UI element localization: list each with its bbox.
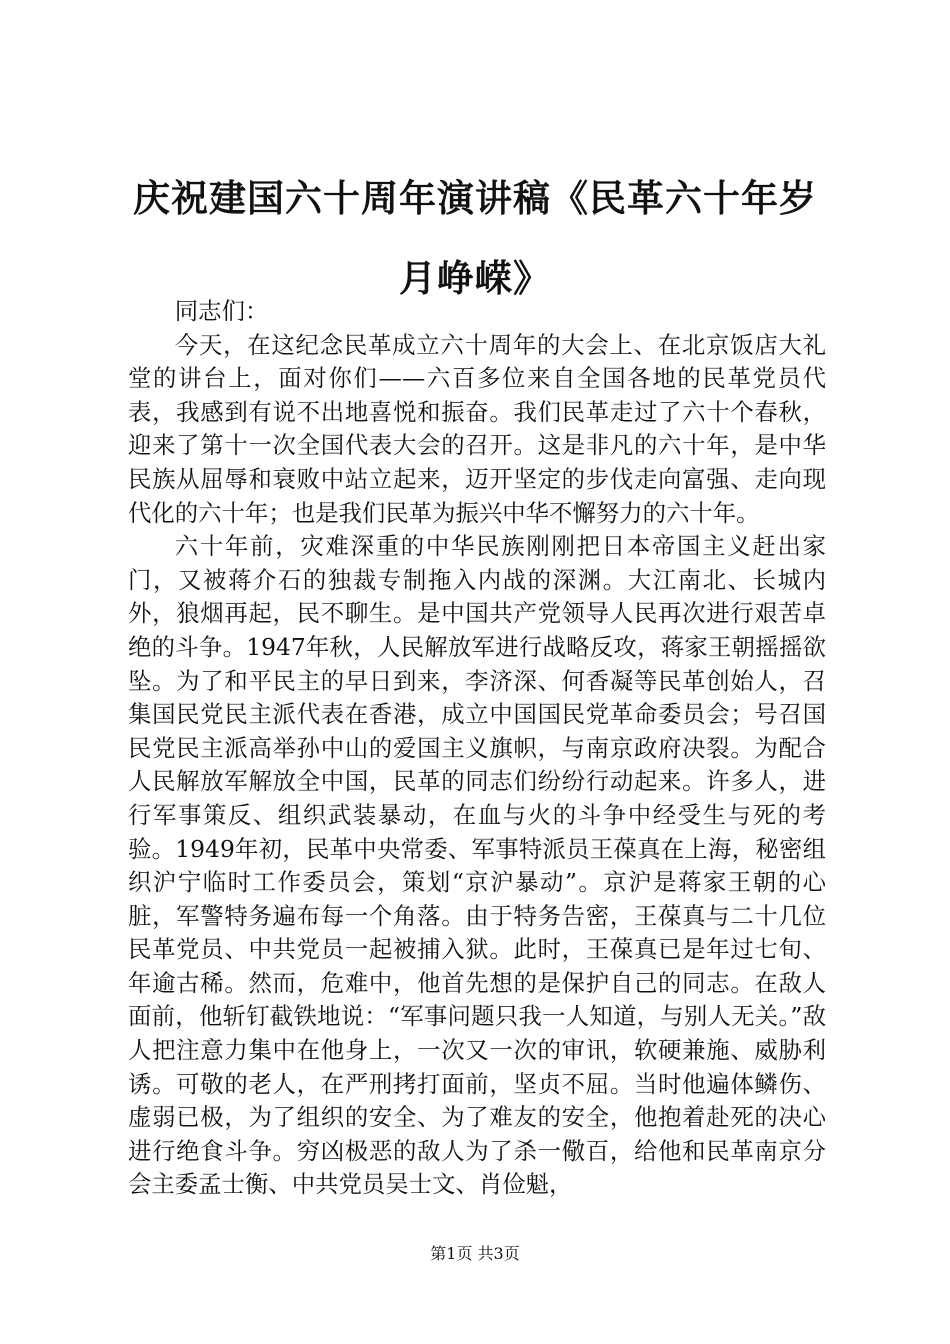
paragraph-1: 今天，在这纪念民革成立六十周年的大会上、在北京饭店大礼堂的讲台上，面对你们——六百多位来自全国各地的民革党员代表，我感到有说不出地喜悦和振奋。我们民革走过了六十个春秋，迎来了第十一次全国代表大会的召开。这是非凡的六十年，是中华民族从屈辱和衰败中站立起来，迈开坚定的步伐走向富强、走向现代化的六十年；也是我们民革为振兴中华不懈努力的六十年。 [128,330,826,527]
document-title: 庆祝建国六十周年演讲稿《民革六十年岁月峥嵘》 [133,176,817,300]
document-body [128,295,826,1202]
salutation: 同志们： [174,297,269,325]
page-footer: 第1页 共3页 [430,1244,520,1263]
paragraph-2: 六十年前，灾难深重的中华民族刚刚把日本帝国主义赶出家门，又被蒋介石的独裁专制拖入内战的深渊。大江南北、长城内外，狼烟再起，民不聊生。是中国共产党领导人民再次进行艰苦卓绝的斗争。1947年秋，人民解放军进行战略反攻，蒋家王朝摇摇欲坠。为了和平民主的早日到来，李济深、何香凝等民革创始人，召集国民党民主派代表在香港，成立中国国民党革命委员会；号召国民党民主派高举孙中山的爱国主义旗帜，与南京政府决裂。为配合人民解放军解放全中国，民革的同志们纷纷行动起来。许多人，进行军事策反、组织武装暴动，在血与火的斗争中经受生与死的考验。1949年初，民革中央常委、军事特派员王葆真在上海，秘密组织沪宁临时工作委员会，策划“京沪暴动”。京沪是蒋家王朝的心脏，军警特务遍布每一个角落。由于特务告密，王葆真与二十几位民革党员、中共党员一起被捕入狱。此时，王葆真已是年过七旬、年逾古稀。然而，危难中，他首先想的是保护自己的同志。在敌人面前，他斩钉截铁地说：“军事问题只我一人知道，与别人无关。”敌人把注意力集中在他身上，一次又一次的审讯，软硬兼施、威胁利诱。可敬的老人，在严刑拷打面前，坚贞不屈。当时他遍体鳞伤、虚弱已极，为了组织的安全、为了难友的安全，他抱着赴死的决心进行绝食斗争。穷凶极恶的敌人为了杀一儆百，给他和民革南京分会主委孟士衡、中共党员吴士文、肖俭魁， [128,532,826,1199]
